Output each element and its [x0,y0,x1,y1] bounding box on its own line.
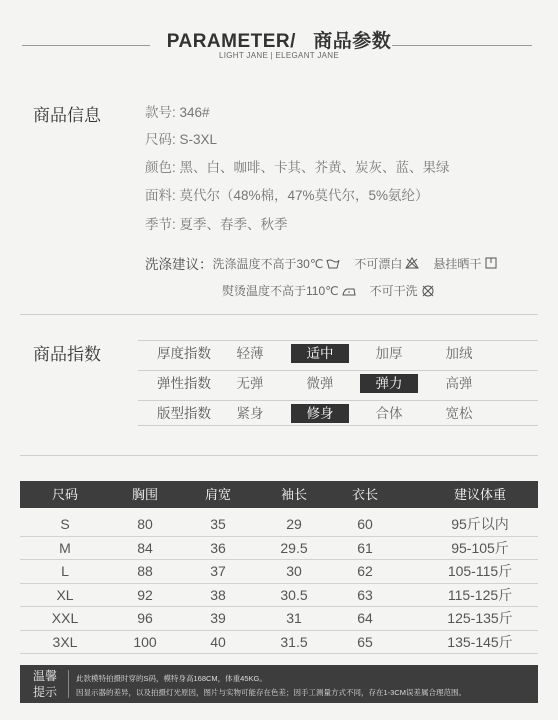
wash-temp-text: 洗涤温度不高于30℃ [212,256,324,271]
size-table-cell: 37 [210,563,226,579]
thickness-index-label: 厚度指数 [157,346,211,361]
size-table-cell: 3XL [52,633,78,650]
size-table-cell: 65 [357,633,373,650]
size-table-cell: L [61,563,69,579]
tip-bar [20,665,538,703]
size-table-cell: 29 [286,516,302,532]
info-section-title: 商品信息 [33,106,101,125]
col-header-size: 尺码 [51,487,78,502]
elasticity-index-row [138,370,538,395]
size-table-cell: 96 [137,610,153,626]
tip-model-info: 此款模特拍摄时穿的S码，模特身高168CM，体重45KG。 [76,674,267,683]
size-table-header [20,481,538,508]
hang-dry-text: 悬挂晒干 [433,256,482,271]
size-table-cell: 61 [357,539,373,556]
thickness-option: 加绒 [445,346,473,361]
table-row-divider [20,653,538,654]
fit-index-row [138,400,538,426]
page-title: PARAMETER/ 商品参数 [166,31,392,52]
tip-label: 温馨提示 [32,669,57,699]
fit-option: 宽松 [445,406,473,421]
size-table-cell: 84 [137,539,153,556]
iron-icon [342,285,356,297]
wash-advice-line-1 [145,253,498,273]
size-table-cell: 115-125斤 [447,586,513,603]
table-row-divider [20,583,538,584]
size-table-cell: 38 [210,586,226,603]
col-header-chest: 胸围 [131,487,158,502]
size-table-cell: 36 [210,539,226,556]
index-section-title: 商品指数 [33,345,101,364]
thickness-option-selected: 适中 [291,344,349,363]
elasticity-option: 高弹 [445,376,473,391]
no-bleach-text: 不可漂白 [354,256,403,271]
size-table-cell: 31 [286,610,302,626]
size-table-cell: 64 [357,610,373,626]
size-table-cell: XXL [51,610,79,626]
size-table-cell: 40 [210,633,226,650]
size-table-cell: 125-135斤 [447,610,513,626]
section-divider-2 [20,455,538,456]
wash-label: 洗涤建议： [145,257,213,272]
info-fabric: 面料: 莫代尔（48%棉，47%莫代尔，5%氨纶） [145,188,429,203]
hang-dry-icon [484,257,498,269]
size-table-cell: 100 [133,633,157,650]
size-table-cell: 105-115斤 [447,563,513,579]
size-table-cell: 29.5 [280,539,308,556]
elasticity-index-label: 弹性指数 [157,376,211,391]
fit-option-selected: 修身 [291,404,349,423]
section-divider-1 [20,314,538,315]
size-table-cell: 80 [137,516,153,532]
size-table-cell: 62 [357,563,373,579]
size-table-cell: S [60,516,70,532]
size-table-cell: 35 [210,516,226,532]
table-row-divider [20,606,538,607]
size-table-cell: M [59,539,71,556]
info-style-number: 款号: 346# [145,105,210,120]
size-table-cell: XL [56,586,74,603]
size-table-cell: 135-145斤 [447,633,513,650]
elasticity-option-selected: 弹力 [360,374,418,393]
size-table-cell: 30.5 [280,586,308,603]
tip-divider [68,670,69,698]
size-table-cell: 30 [286,563,302,579]
info-season: 季节: 夏季、春季、秋季 [145,217,288,232]
table-row-divider [20,559,538,560]
wash-tub-icon [326,257,340,269]
size-table-cell: 95-105斤 [451,539,509,556]
thickness-option: 轻薄 [236,346,264,361]
info-sizes: 尺码: S-3XL [145,132,218,147]
fit-option: 紧身 [236,406,264,421]
col-header-weight: 建议体重 [453,487,506,502]
elasticity-option: 无弹 [236,376,264,391]
no-bleach-icon [405,257,419,269]
elasticity-option: 微弹 [306,376,334,391]
fit-index-label: 版型指数 [157,406,211,421]
fit-option: 合体 [375,406,403,421]
col-header-length: 衣长 [351,487,378,502]
page-subtitle: LIGHT JANE | ELEGANT JANE [219,51,339,60]
size-table-cell: 39 [210,610,226,626]
no-dry-clean-icon [421,285,435,297]
thickness-index-row [138,340,538,365]
size-table-cell: 63 [357,586,373,603]
iron-temp-text: 熨烫温度不高于110℃ [222,284,339,298]
table-row-divider [20,536,538,537]
info-colors: 颜色: 黑、白、咖啡、卡其、芥黄、炭灰、蓝、果绿 [145,160,450,175]
thickness-option: 加厚 [375,346,403,361]
size-table-cell: 60 [357,516,373,532]
size-table-cell: 92 [137,586,153,603]
tip-color-disclaimer: 因显示器的差异，以及拍摄灯光原因，图片与实物可能存在色差；因手工测量方式不同，存在1-3CM误差属合理范围。 [76,688,467,697]
size-table-cell: 95斤以内 [451,516,509,532]
col-header-sleeve: 袖长 [280,487,307,502]
size-table-cell: 88 [137,563,153,579]
size-table-cell: 31.5 [280,633,308,650]
table-row-divider [20,630,538,631]
wash-advice-line-2 [222,282,435,299]
no-dry-clean-text: 不可干洗 [369,284,418,298]
col-header-shoulder: 肩宽 [204,487,231,502]
